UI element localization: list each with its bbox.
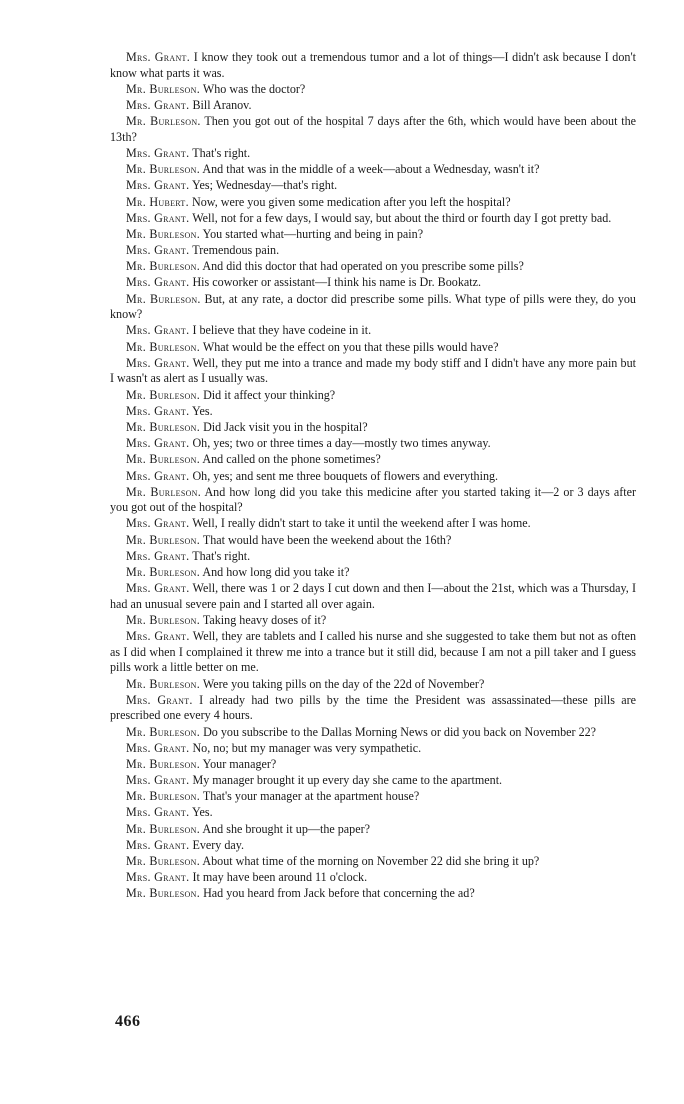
speaker-name: Mr. Burleson. xyxy=(126,821,201,836)
speech-text: That's right. xyxy=(192,145,251,160)
speaker-name: Mrs. Grant. xyxy=(126,581,190,596)
testimony-paragraph xyxy=(110,178,636,194)
speech-text: And she brought it up—the paper? xyxy=(202,821,370,836)
testimony-paragraph xyxy=(110,516,636,532)
speech-text: Bill Aranov. xyxy=(192,97,252,112)
speech-text: Do you subscribe to the Dallas Morning News or did you back on November 22? xyxy=(203,724,597,739)
speaker-name: Mrs. Grant. xyxy=(126,837,190,852)
speaker-name: Mr. Burleson. xyxy=(126,789,201,804)
speech-text: Oh, yes; two or three times a day—mostly two times anyway. xyxy=(192,436,491,451)
speech-text: Well, they put me into a trance and made my body stiff and I didn't have any more pain but I wasn't as alert as I usually was. xyxy=(110,355,637,386)
speech-text: Had you heard from Jack before that concerning the ad? xyxy=(203,886,475,901)
speaker-name: Mr. Burleson. xyxy=(126,676,201,691)
speech-text: Every day. xyxy=(192,837,245,852)
testimony-paragraph xyxy=(110,613,636,629)
speaker-name: Mrs. Grant. xyxy=(126,516,190,531)
speech-text: Yes. xyxy=(192,403,213,418)
testimony-paragraph xyxy=(110,870,636,886)
testimony-paragraph xyxy=(110,211,636,227)
testimony-paragraph xyxy=(110,549,636,565)
testimony-paragraph xyxy=(110,886,636,902)
speaker-name: Mr. Burleson. xyxy=(126,419,201,434)
speaker-name: Mr. Burleson. xyxy=(126,724,201,739)
speech-text: But, at any rate, a doctor did prescribe some pills. What type of pills were they, do you know? xyxy=(110,291,636,322)
testimony-paragraph xyxy=(110,741,636,757)
testimony-paragraph xyxy=(110,533,636,549)
transcript-body xyxy=(110,50,636,903)
testimony-paragraph xyxy=(110,420,636,436)
speech-text: Well, they are tablets and I called his nurse and she suggested to take them but not as often as I did when I complained it threw me into a trance but it still did, because I am not a pill taker and I guess pills work a little better on me. xyxy=(110,629,637,675)
testimony-paragraph xyxy=(110,629,636,676)
speaker-name: Mrs. Grant. xyxy=(126,355,190,370)
speech-text: Yes; Wednesday—that's right. xyxy=(192,178,338,193)
speaker-name: Mrs. Grant. xyxy=(126,773,190,788)
speech-text: I believe that they have codeine in it. xyxy=(192,323,372,338)
speech-text: You started what—hurting and being in pain? xyxy=(202,226,424,241)
speaker-name: Mr. Burleson. xyxy=(126,854,201,869)
speaker-name: Mr. Burleson. xyxy=(126,613,201,627)
speech-text: And how long did you take it? xyxy=(202,565,350,580)
speaker-name: Mr. Burleson. xyxy=(126,756,201,771)
speaker-name: Mr. Burleson. xyxy=(126,565,201,580)
testimony-paragraph xyxy=(110,323,636,339)
testimony-paragraph xyxy=(110,773,636,789)
speech-text: Well, I really didn't start to take it until the weekend after I was home. xyxy=(192,516,531,531)
speaker-name: Mrs. Grant. xyxy=(126,436,190,451)
speaker-name: Mr. Burleson. xyxy=(126,226,201,241)
testimony-paragraph xyxy=(110,725,636,741)
speaker-name: Mrs. Grant. xyxy=(126,403,190,418)
speech-text: That's your manager at the apartment house? xyxy=(202,789,420,804)
speaker-name: Mrs. Grant. xyxy=(126,740,190,755)
testimony-paragraph xyxy=(110,838,636,854)
speaker-name: Mrs. Grant. xyxy=(126,97,190,112)
speaker-name: Mr. Burleson. xyxy=(126,291,201,306)
speech-text: I already had two pills by the time the President was assassinated—these pills are prescribed one every 4 hours. xyxy=(110,692,637,723)
speaker-name: Mrs. Grant. xyxy=(126,870,190,885)
testimony-paragraph xyxy=(110,292,636,323)
speaker-name: Mr. Burleson. xyxy=(126,114,201,129)
speaker-name: Mrs. Grant. xyxy=(126,275,190,290)
speaker-name: Mr. Burleson. xyxy=(126,886,201,901)
speaker-name: Mrs. Grant. xyxy=(126,629,190,644)
testimony-paragraph xyxy=(110,388,636,404)
speech-text: And called on the phone sometimes? xyxy=(202,452,381,467)
testimony-paragraph xyxy=(110,789,636,805)
testimony-paragraph xyxy=(110,227,636,243)
testimony-paragraph xyxy=(110,822,636,838)
testimony-paragraph xyxy=(110,693,636,724)
speaker-name: Mr. Burleson. xyxy=(126,259,201,274)
testimony-paragraph xyxy=(110,243,636,259)
speaker-name: Mrs. Grant. xyxy=(126,805,190,820)
testimony-paragraph xyxy=(110,565,636,581)
speech-text: That would have been the weekend about the 16th? xyxy=(202,532,452,547)
speech-text: His coworker or assistant—I think his name is Dr. Bookatz. xyxy=(192,275,481,290)
testimony-paragraph xyxy=(110,469,636,485)
testimony-paragraph xyxy=(110,98,636,114)
speaker-name: Mr. Burleson. xyxy=(126,81,201,96)
speech-text: I know they took out a tremendous tumor and a lot of things—I didn't ask because I don't know what parts it was. xyxy=(110,50,636,80)
speaker-name: Mr. Burleson. xyxy=(126,452,201,467)
testimony-paragraph xyxy=(110,581,636,612)
testimony-paragraph xyxy=(110,340,636,356)
testimony-paragraph xyxy=(110,50,636,81)
speech-text: And did this doctor that had operated on you prescribe some pills? xyxy=(202,259,524,274)
speech-text: Taking heavy doses of it? xyxy=(202,613,327,627)
testimony-paragraph xyxy=(110,114,636,145)
speaker-name: Mrs. Grant. xyxy=(126,468,190,483)
testimony-paragraph xyxy=(110,259,636,275)
speaker-name: Mr. Burleson. xyxy=(126,387,201,402)
speech-text: And how long did you take this medicine after you started taking it—2 or 3 days after you got out of the hospital? xyxy=(110,484,636,515)
testimony-paragraph xyxy=(110,805,636,821)
testimony-paragraph xyxy=(110,82,636,98)
testimony-paragraph xyxy=(110,854,636,870)
testimony-paragraph xyxy=(110,757,636,773)
speaker-name: Mrs. Grant. xyxy=(126,178,190,193)
testimony-paragraph xyxy=(110,275,636,291)
testimony-paragraph xyxy=(110,162,636,178)
speaker-name: Mrs. Grant. xyxy=(126,323,190,338)
speech-text: Who was the doctor? xyxy=(202,81,306,96)
speech-text: My manager brought it up every day she came to the apartment. xyxy=(192,773,503,788)
speech-text: That's right. xyxy=(192,548,251,563)
testimony-paragraph xyxy=(110,404,636,420)
speech-text: Did it affect your thinking? xyxy=(203,387,336,402)
speaker-name: Mr. Hubert. xyxy=(126,194,189,209)
speech-text: About what time of the morning on November 22 did she bring it up? xyxy=(202,854,540,869)
page-number: 466 xyxy=(115,1013,141,1030)
speech-text: Were you taking pills on the day of the 22d of November? xyxy=(202,676,485,691)
speech-text: Now, were you given some medication after you left the hospital? xyxy=(191,194,511,209)
speaker-name: Mr. Burleson. xyxy=(126,162,201,177)
speech-text: No, no; but my manager was very sympathetic. xyxy=(192,740,422,755)
speaker-name: Mr. Burleson. xyxy=(126,339,201,354)
speech-text: Well, there was 1 or 2 days I cut down and then I—about the 21st, which was a Thursday, I had an unusual severe pain and I started all over again. xyxy=(110,581,636,611)
speech-text: Did Jack visit you in the hospital? xyxy=(203,419,368,434)
speech-text: Then you got out of the hospital 7 days after the 6th, which would have been about the 13th? xyxy=(110,114,636,144)
speaker-name: Mrs. Grant. xyxy=(126,692,193,707)
speech-text: Your manager? xyxy=(202,756,277,771)
testimony-paragraph xyxy=(110,146,636,162)
speaker-name: Mrs. Grant. xyxy=(126,210,190,225)
speech-text: Well, not for a few days, I would say, but about the third or fourth day I got pretty bad. xyxy=(192,210,612,225)
speech-text: What would be the effect on you that these pills would have? xyxy=(202,339,499,354)
testimony-paragraph xyxy=(110,452,636,468)
testimony-paragraph xyxy=(110,485,636,516)
speaker-name: Mrs. Grant. xyxy=(126,548,190,563)
speaker-name: Mrs. Grant. xyxy=(126,50,191,64)
speech-text: Oh, yes; and sent me three bouquets of flowers and everything. xyxy=(192,468,499,483)
testimony-paragraph xyxy=(110,195,636,211)
speaker-name: Mrs. Grant. xyxy=(126,243,190,258)
testimony-paragraph xyxy=(110,356,636,387)
testimony-paragraph xyxy=(110,436,636,452)
speech-text: Yes. xyxy=(192,805,213,820)
speaker-name: Mr. Burleson. xyxy=(126,532,201,547)
speech-text: It may have been around 11 o'clock. xyxy=(192,870,368,885)
speaker-name: Mr. Burleson. xyxy=(126,484,202,499)
speech-text: And that was in the middle of a week—about a Wednesday, wasn't it? xyxy=(202,162,540,177)
speaker-name: Mrs. Grant. xyxy=(126,145,190,160)
speech-text: Tremendous pain. xyxy=(192,243,280,258)
testimony-paragraph xyxy=(110,677,636,693)
